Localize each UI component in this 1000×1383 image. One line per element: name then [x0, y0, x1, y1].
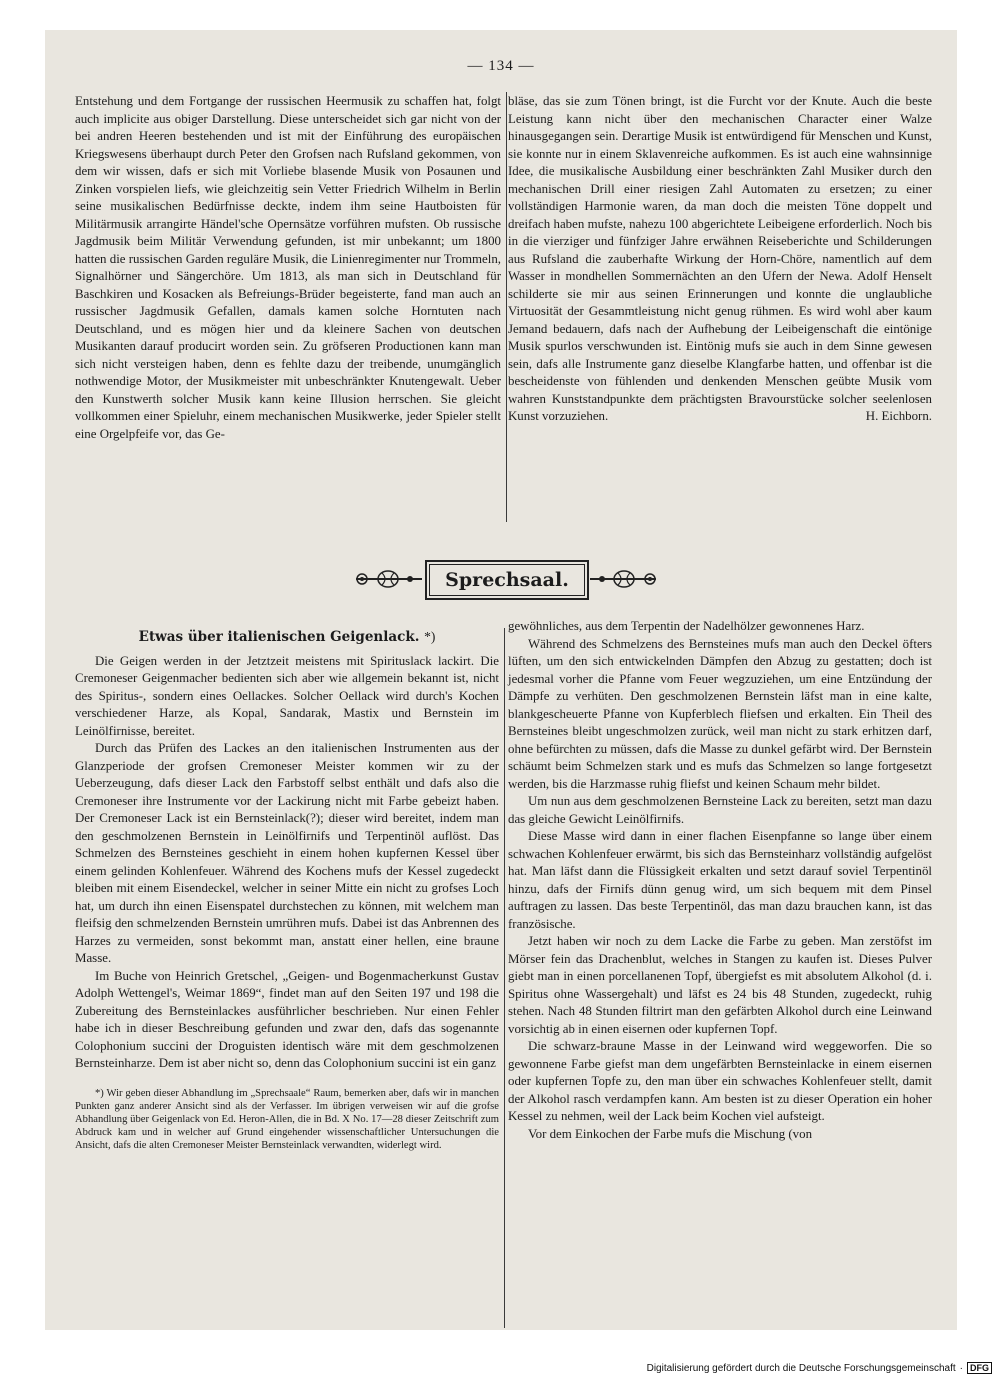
article-title: Etwas über italienischen Geigenlack. *) [138, 629, 436, 645]
right-ornament-icon [588, 564, 660, 594]
upper-right-text: bläse, das sie zum Tönen bringt, ist die Furcht vor der Knute. Auch die beste Leistung kann nicht über den mechanischen Character einer Walze hinausgegangen sein. Derartige Musik ist entwürdigend für Menschen und Kunst, sie konnte nur in einem Sklavenreiche aufkommen. Es ist auch eine wahnsinnige Idee, die musikalische Ausbildung einer beschränkten Zahl Musiker durch den mechanischen Drill einer riesigen Zahl Automaten zu ersetzen; zu einer vollständigen Harmonie waren, da man doch die meisten Töne doppelt und dreifach haben mufste, nahezu 100 abgerichtete Leibeigene erforderlich. Noch bis in die vierziger und fünfziger Jahre erwähnen Reiseberichte und Schilderungen aus Rufsland die zauberhafte Wirkung der Horn-Chöre, namentlich auf dem Wasser in mondhellen Sommernächten an den Ufern der Newa. Adolf Henselt schilderte sie mir aus seinen Erinnerungen und konnte die unglaubliche Virtuosität der Gesammtleistung nicht genug rühmen. Es wird wohl aber kaum Jemand bedauern, dafs nach der Aufhebung der Leibeigenschaft die eintönige Musik spurlos verschwunden ist. Eintönig mufs sie auch in dem Sinne gewesen sein, dafs alle Instrumente ganz dieselbe Klangfarbe hatten, und offenbar ist die bescheidenste von fühlenden und denkenden Menschen geübte Musik vom wahren Kunststandpunkte dem prächtigsten Bravourstücke solcher seelenlosen Kunst vorzuziehen. H. Eichborn. [508, 93, 932, 426]
lower-column-divider [504, 628, 505, 1328]
article-paragraph: Durch das Prüfen des Lackes an den italienischen Instrumenten aus der Glanzperiode der grofsen Cremoneser Meister kommen wir zu der Ueberzeugung, dafs dieser Lack den Farbstoff selbst enthält und dafs also die Cremoneser ihre Instrumente vor der Lackirung nicht mit Farbe gebeizt haben. Der Cremoneser Lack ist ein Bernsteinlack(?); dieser wird bereitet, indem man den geschmolzenen Bernstein in Leinölfirnifs und Terpentinöl auflöst. Das Schmelzen des Bernsteines geschieht in einem hohen kupfernen Kessel über einem gelinden Kohlenfeuer. Während des Kochens mufs der Kessel zugedeckt bleiben mit einem Eisendeckel, welcher in seiner Mitte ein nicht zu grofses Loch hat, um durch ihn einen Eisenspatel durchstechen zu können, mit welchem man fleifsig den schmelzenden Bernstein umrühren mufs. Dabei ist das Anbrennen des Harzes zu vermeiden, sonst bekommt man, anstatt einer hellen, eine braune Masse. [75, 741, 499, 965]
author-signature: H. Eichborn. [865, 409, 932, 423]
article-paragraph: Im Buche von Heinrich Gretschel, „Geigen- und Bogenmacherkunst Gustav Adolph Wettengel's, Weimar 1869“, findet man auf den Seiten 197 und 198 die Zubereitung des Bernsteinlackes ausführlicher beschrieben. Nur einen Fehler habe ich in dieser Beschreibung gefunden und zwar den, dafs das sogenannte Colophonium succini der Droguisten identisch wäre mit dem geschmolzenen Bernsteinharze. Dem ist aber nicht so, denn das Colophonium succini ist ein ganz [75, 968, 499, 1070]
lower-left-column [75, 628, 499, 1153]
dfg-logo: DFG [967, 1362, 992, 1374]
footnote: *) Wir geben dieser Abhandlung im „Sprechsaale“ Raum, bemerken aber, dafs wir in manchen Punkten ganz anderer Ansicht sind als der Verfasser. Im übrigen verweisen wir auf die grofse Abhandlung über Geigenlack von Ed. Heron-Allen, die in Bd. X No. 17—28 dieser Zeitschrift zum Abdruck kam und in welcher auf Grund eingehender wissenschaftlicher Untersuchungen die Ansicht, dafs die alten Cremoneser Meister Bernsteinlack verwandten, widerlegt wird. [75, 1087, 499, 1152]
article-paragraph: Um nun aus dem geschmolzenen Bernsteine Lack zu bereiten, setzt man dazu das gleiche Gewicht Leinölfirnifs. [508, 794, 932, 826]
credit-text: Digitalisierung gefördert durch die Deutsche Forschungsgemeinschaft [646, 1362, 956, 1374]
upper-right-column [508, 93, 932, 426]
digitization-credit [647, 1362, 992, 1374]
section-title: Sprechsaal. [425, 560, 589, 600]
upper-left-text: Entstehung und dem Fortgange der russischen Heermusik zu schaffen hat, folgt auch implicite aus obiger Darstellung. Diese unterscheidet sich gar nicht von der bei andren Heeren bestehenden und ist mit der Einführung des europäischen Kriegswesens überhaupt durch Peter den Grofsen nach Rufsland gekommen, von dem wir wissen, dafs er sich mit Vorliebe blasende Musik von Posaunen und Zinken vorspielen liefs, wie gleichzeitig sein Vetter Friedrich Wilhelm in Berlin seine musikalischen Bedürfnisse deckte, indem ihm seine Hautboisten für Militärmusik arrangirte Händel'sche Opernsätze vorführen mufsten. Ob russische Jagdmusik beim Militär Verwendung gefunden, ist mir unbekannt; um 1800 hatten die russischen Garden reguläre Musik, die Linienregimenter nur Trommeln, Signalhörner und Sängerchöre. Um 1813, als man sich in Deutschland für Baschkiren und Kosacken als Befreiungs-Brüder begeisterte, fand man auch an russischer Jagdmusik Gefallen, damals kamen solche Horntuten nach Deutschland, und es mögen hier und da kleinere Sachen von deutschen Musikanten darauf producirt worden sein. Zu gröfseren Productionen kann man sich nicht versteigen haben, denn es fehlte dazu der treibende, unumgänglich nothwendige Motor, der Musikmeister mit unbeschränkter Knutengewalt. Ueber den Kunstwerth solcher Musik kann keine Illusion herrschen. Sie gleicht vollkommen einer Spieluhr, einem mechanischen Musikwerke, jeder Spieler stellt eine Orgelpfeife vor, das Ge- [75, 94, 501, 441]
credit-separator: · [959, 1362, 963, 1374]
article-paragraph: Die Geigen werden in der Jetztzeit meistens mit Spirituslack lackirt. Die Cremoneser Geigenmacher bedienten sich aber wie allgemein bekannt ist, nicht des Spiritus-, sondern eines Oellackes. Solcher Oellack wird durch's Kochen verschiedener Harze, als Kopal, Sandarak, Mastix und Bernstein im Leinölfirnisse, bereitet. [75, 653, 499, 738]
article-paragraph: Diese Masse wird dann in einer flachen Eisenpfanne so lange über einem schwachen Kohlenfeuer erwärmt, bis sich das Bernsteinharz vollständig aufgelöst hat. Man läfst dann die Flüssigkeit erkalten und setzt darauf soviel Terpentinöl hinzu, dafs der Firnifs dünn genug wird, um sich bequem mit dem Pinsel auftragen zu lassen. Das beste Terpentinöl, das man dazu brauchen kann, ist das französische. [508, 829, 932, 931]
upper-column-divider [506, 92, 507, 522]
scanned-page [45, 30, 957, 1330]
lower-right-column [508, 618, 932, 1143]
article-paragraph: gewöhnliches, aus dem Terpentin der Nadelhölzer gewonnenes Harz. [508, 619, 865, 633]
upper-left-column [75, 93, 501, 443]
article-paragraph: Vor dem Einkochen der Farbe mufs die Mischung (von [528, 1126, 813, 1141]
article-paragraph: Die schwarz-braune Masse in der Leinwand wird weggeworfen. Die so gewonnene Farbe giefst man dem ungefärbten Bernsteinlacke in einem eisernen oder kupfernen Topfe zu, den man über ein schwaches Kohlenfeuer stellt, damit der Alkohol rasch verdampfen kann. Am besten ist zu dieser Operation ein hoher Kessel zu nehmen, weil der Lack beim Kochen viel aufsteigt. [508, 1039, 932, 1123]
article-paragraph: Während des Schmelzens des Bernsteines mufs man auch den Deckel öfters lüften, um den sich entwickelnden Dämpfen den Abzug zu gestatten; doch ist jedesmal vorher die Pfanne vom Feuer wegzuziehen, um eine Entzündung der Dämpfe zu verhüten. Den geschmolzenen Bernstein läfst man in eine kalte, blankgescheuerte Pfanne von Kupferblech fliefsen und erkalten. Ein Theil des Bernsteines bleibt ungeschmolzen zurück, weil man nicht zu stark erhitzen darf, ohne befürchten zu müssen, dafs die Masse zu dunkel gefärbt wird. Der Bernstein schäumt beim Schmelzen stark und es mufs das Schmelzen so lange fortgesetzt werden, bis die Harzmasse ruhig fliefst und keinen Schaum mehr bildet. [508, 636, 932, 791]
page-number: — 134 — [467, 58, 535, 74]
article-paragraph: Jetzt haben wir noch zu dem Lacke die Farbe zu geben. Man zerstöfst im Mörser fein das Drachenblut, welches in Stangen zu kaufen ist. Dieses Pulver giebt man in einen porcellanenen Topf, übergiefst es mit absolutem Alkohol (d. i. Spiritus ohne Wassergehalt) und läfst es 24 bis 48 Stunden, zugedeckt, ruhig stehen. Nach 48 Stunden filtrirt man den gefärbten Alkohol durch eine Leinwand vorsichtig ab in einen eisernen oder kupfernen Topf. [508, 934, 932, 1036]
section-banner [352, 560, 657, 600]
left-ornament-icon [352, 564, 424, 594]
